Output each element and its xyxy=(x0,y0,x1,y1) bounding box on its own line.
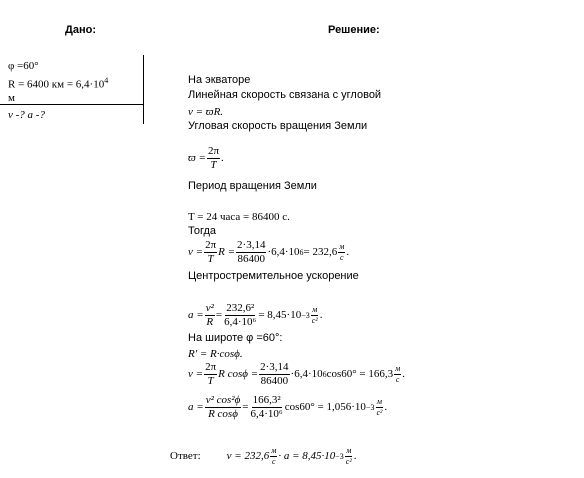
given-radius-unit: м xyxy=(8,92,15,104)
formula-v-latitude: v = $\frac{2\pi}{T}$ R cosϕ = $\frac{2\cdot 3,14}{86400}$ ·6,4·10 6 cos60° = 166,3 $\frac{м}{с}$ . xyxy=(188,361,405,387)
text-latitude: На широте φ =60°: xyxy=(188,332,283,344)
text-equator: На экваторе xyxy=(188,74,251,86)
solution-header: Решение: xyxy=(328,24,380,36)
formula-omega: ϖ = $\frac{2\pi}{T}$ . xyxy=(188,145,224,171)
text-linear-velocity: Линейная скорость связана с угловой xyxy=(188,89,382,101)
given-phi: φ =60° xyxy=(8,60,39,72)
answer-label: Ответ: xyxy=(170,450,201,462)
text-centripetal: Центростремительное ускорение xyxy=(188,270,359,282)
given-header: Дано: xyxy=(65,24,96,36)
answer-line: Ответ: v = 232,6 $\frac{м}{с}$ · a = 8,45·10 −3 $\frac{м}{\text{с²}}$ . xyxy=(170,446,357,466)
formula-a-latitude: a = $\frac{\text{v² cos²ϕ}}{\text{R cosϕ}}$ = $\frac{\text{166,3²}}{\text{6,4·10⁶}}$ cos60° = 1,056·10 −3 $\frac{м}{\text{с²}}$ . xyxy=(188,394,388,420)
given-divider-horizontal xyxy=(0,104,143,105)
given-find: v -? a -? xyxy=(8,109,45,121)
given-divider-vertical xyxy=(143,55,144,124)
text-angular-velocity: Угловая скорость вращения Земли xyxy=(188,120,368,132)
formula-a-equator: a = $\frac{\text{v²}}{R}$ = $\frac{\text{232,6²}}{\text{6,4·10⁶}}$ = 8,45·10 −3 $\frac{м}{\text{с²}}$ . xyxy=(188,302,323,328)
formula-period: T = 24 часа = 86400 с. xyxy=(188,211,290,223)
text-period: Период вращения Земли xyxy=(188,180,317,192)
formula-r-prime: R' = R·cosϕ. xyxy=(188,348,243,360)
text-then: Тогда xyxy=(188,225,217,237)
formula-v-equator: v = $\frac{2\pi}{T}$ R = $\frac{2\cdot 3,14}{86400}$ ·6,4·10 6 = 232,6 $\frac{м}{с}$ . xyxy=(188,239,350,265)
formula-v-omega-r: v = ϖR. xyxy=(188,106,224,118)
given-radius: R = 6400 км = $6,4\cdot 10^4$ xyxy=(8,76,109,91)
